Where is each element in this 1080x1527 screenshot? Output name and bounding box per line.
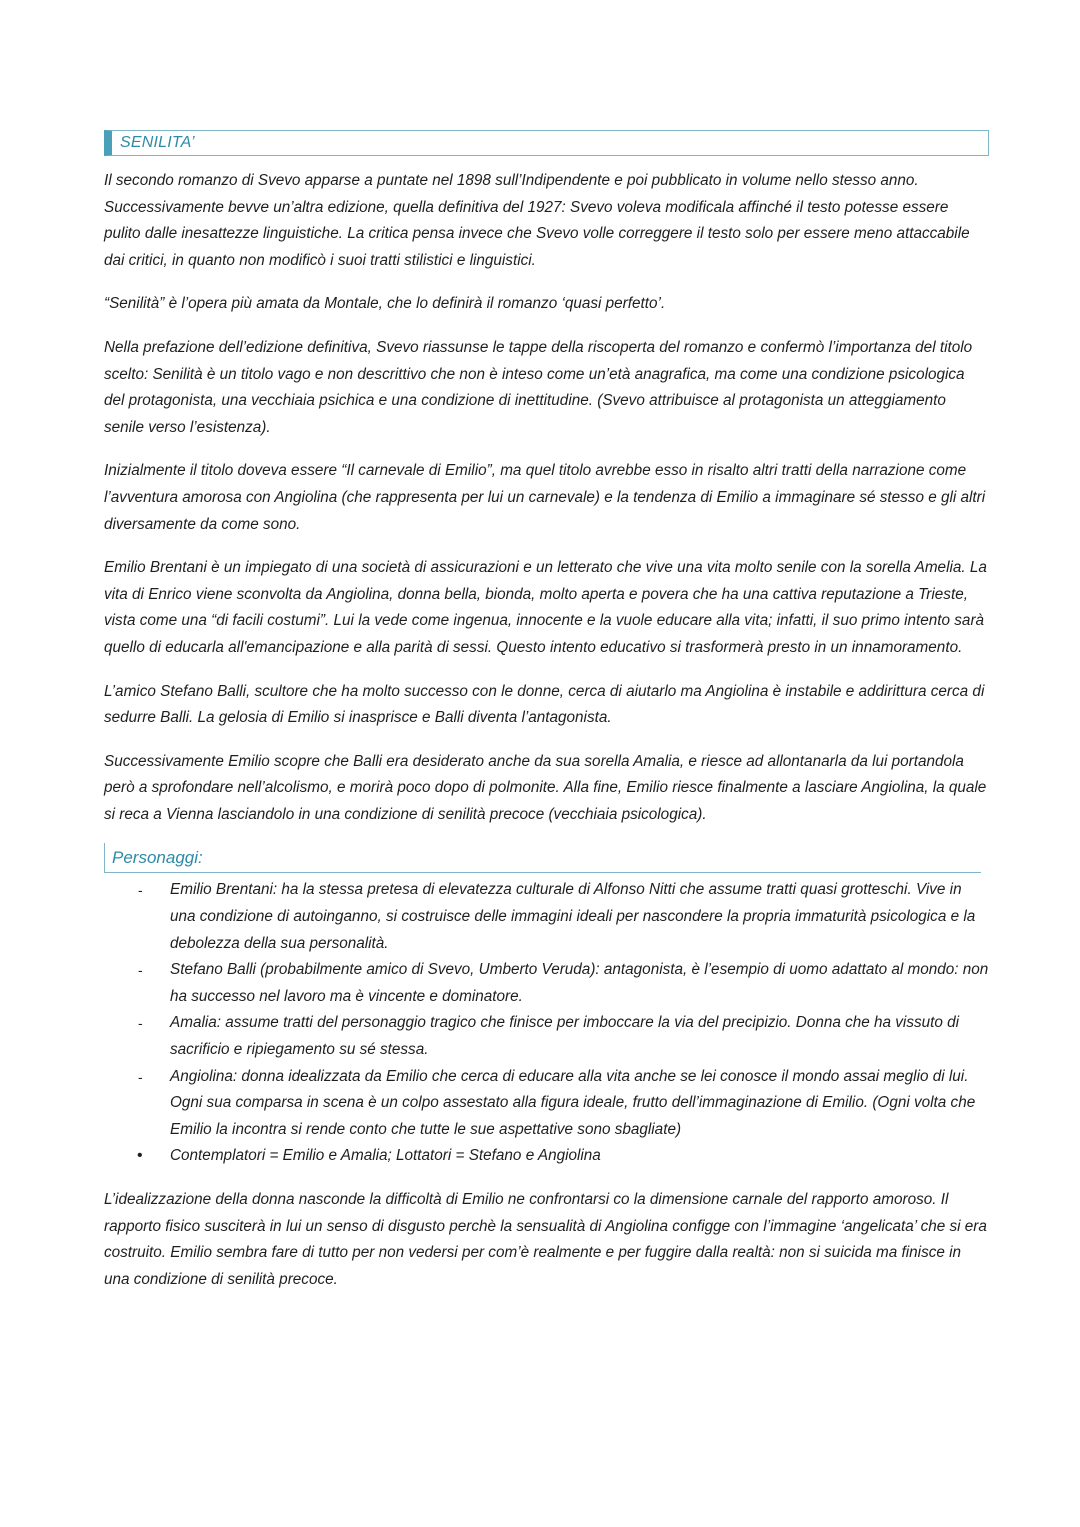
characters-heading: Personaggi: (112, 847, 203, 867)
paragraph-plot: Emilio Brentani è un impiegato di una società di assicurazioni e un letterato che vive una vita molto senile con la sorella Amelia. La vita di Enrico viene sconvolta da Angiolina, donna bella, bionda, molto aperta e povera che ha una cattiva reputazione a Trieste, vista come una “di facili costumi”. Lui la vede come ingenua, innocente e la vuole educare alla vita; infatti, il suo primo intento sarà quello di educarla all'emancipazione e alla parità di sessi. Questo intento educativo si trasformerà presto in un innamoramento. (104, 559, 987, 656)
paragraph-original-title: Inizialmente il titolo doveva essere “Il carnevale di Emilio”, ma quel titolo avrebbe esso in risalto altri tratti della narrazione come l’avventura amorosa con Angiolina (che rappresenta per lui un carnevale) e la tendenza di Emilio a immaginare sé stesso e gli altri diversamente da come sono. (104, 462, 986, 533)
paragraph-montale: “Senilità” è l’opera più amata da Montale, che lo definirà il romanzo ‘quasi perfetto’. (104, 295, 666, 313)
list-item (104, 1064, 989, 1144)
section-title: SENILITA’ (120, 134, 195, 151)
section-title-box (104, 130, 989, 156)
list-item-text: Angiolina: donna idealizzata da Emilio che cerca di educare alla vita anche se lei conosce il mondo assai meglio di lui. Ogni sua comparsa in scena è un colpo assestato alla figura ideale, frutto dell’immaginazione di Emilio. (Ogni volta che Emilio la incontra si rende conto che tutte le sue aspettative sono sbagliate) (170, 1067, 976, 1138)
dash-marker: - (138, 882, 143, 899)
dash-marker: - (138, 962, 143, 979)
paragraph-preface: Nella prefazione dell’edizione definitiva, Svevo riassunse le tappe della riscoperta del romanzo e confermò l’importanza del titolo scelto: Senilità è un titolo vago e non descrittivo che non è inteso come un’età anagrafica, ma come una condizione psicologica del protagonista, una vecchiaia psichica e una condizione di inettitudine. (Svevo attribuisce al protagonista un atteggiamento senile verso l’esistenza). (104, 338, 973, 436)
list-item-text: Stefano Balli (probabilmente amico di Svevo, Umberto Veruda): antagonista, è l’esempio di uomo adattato al mondo: non ha successo nel lavoro ma è vincente e dominatore. (170, 961, 989, 1005)
list-item (104, 1143, 989, 1170)
paragraph-publication: Il secondo romanzo di Svevo apparse a puntate nel 1898 sull’Indipendente e poi pubblicato in volume nello stesso anno. Successivamente bevve un’altra edizione, quella definitiva del 1927: Svevo voleva modificala affinché il testo potesse essere pulito dalle inesattezze linguistiche. La critica pensa invece che Svevo volle correggere il testo solo per essere meno attaccabile dai critici, in quanto non modificò i suoi tratti stilistici e linguistici. (104, 172, 970, 269)
document-page (104, 130, 989, 1310)
list-item (104, 877, 989, 957)
dash-marker: - (138, 1015, 143, 1032)
paragraph-ending: Successivamente Emilio scopre che Balli era desiderato anche da sua sorella Amalia, e riesce ad allontanarla da lui portandola però a sprofondare nell’alcolismo, e morirà poco dopo di polmonite. Alla fine, Emilio riesce finalmente a lasciare Angiolina, la quale si reca a Vienna lasciandolo in una condizione di senilità precoce (vecchiaia psicologica). (104, 752, 987, 823)
list-item (104, 1010, 989, 1063)
list-item-text: Contemplatori = Emilio e Amalia; Lottatori = Stefano e Angiolina (170, 1147, 601, 1165)
paragraph-idealization: L’idealizzazione della donna nasconde la difficoltà di Emilio ne confrontarsi co la dimensione carnale del rapporto amoroso. Il rapporto fisico susciterà in lui un senso di disgusto perchè la sensualità di Angiolina configge con l’immagine ‘angelicata’ che si era costruito. Emilio sembra fare di tutto per non vedersi per com’è realmente e per fuggire dalla realtà: non si suicida ma finisce in una condizione di senilità precoce. (104, 1191, 987, 1288)
list-item-text: Emilio Brentani: ha la stessa pretesa di elevatezza culturale di Alfonso Nitti che assume tratti quasi grotteschi. Vive in una condizione di autoinganno, si costruisce delle immagini ideali per nascondere la propria immaturità psicologica e la debolezza della sua personalità. (170, 881, 976, 952)
bullet-marker: • (137, 1147, 143, 1165)
paragraph-balli: L’amico Stefano Balli, scultore che ha molto successo con le donne, cerca di aiutarlo ma Angiolina è instabile e addirittura cerca di sedurre Balli. La gelosia di Emilio si inasprisce e Balli diventa l’antagonista. (104, 682, 985, 727)
list-item-text: Amalia: assume tratti del personaggio tragico che finisce per imboccare la via del precipizio. Donna che ha vissuto di sacrificio e ripiegamento su sé stessa. (170, 1014, 960, 1059)
dash-marker: - (138, 1068, 143, 1085)
characters-list (104, 877, 989, 1170)
list-item (104, 957, 989, 1010)
characters-heading-box (104, 843, 981, 873)
